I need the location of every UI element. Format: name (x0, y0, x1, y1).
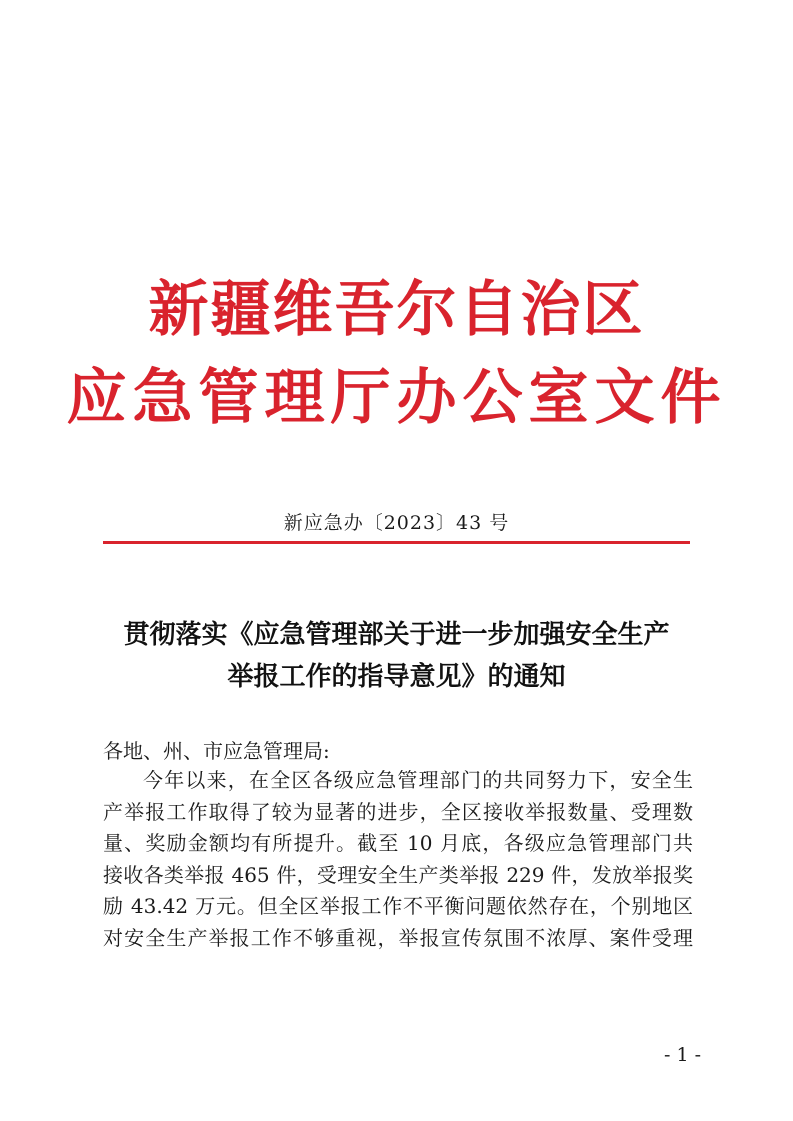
salutation: 各地、州、市应急管理局: (103, 739, 330, 763)
body-paragraph (103, 765, 693, 955)
body-line: 对安全生产举报工作不够重视，举报宣传氛围不浓厚、案件受理 (103, 925, 693, 950)
document-header-issuer-line2: 应急管理厅办公室文件 (66, 363, 727, 433)
document-header-issuer-line1: 新疆维吾尔自治区 (148, 275, 645, 345)
document-number: 新应急办〔2023〕43 号 (283, 512, 510, 534)
body-line: 接收各类举报 465 件，受理安全生产类举报 229 件，发放举报奖 (103, 862, 693, 887)
body-line: 励 43.42 万元。但全区举报工作不平衡问题依然存在，个别地区 (103, 894, 693, 919)
document-title-line1: 贯彻落实《应急管理部关于进一步加强安全生产 (123, 620, 670, 650)
document-title-line2: 举报工作的指导意见》的通知 (227, 662, 566, 692)
page-number: - 1 - (663, 1044, 701, 1066)
body-line: 今年以来，在全区各级应急管理部门的共同努力下，安全生 (143, 768, 693, 792)
body-line: 产举报工作取得了较为显著的进步，全区接收举报数量、受理数 (103, 799, 693, 824)
body-line: 量、奖励金额均有所提升。截至 10 月底，各级应急管理部门共 (103, 831, 693, 856)
red-divider-line (103, 541, 690, 544)
document-title (95, 614, 698, 698)
